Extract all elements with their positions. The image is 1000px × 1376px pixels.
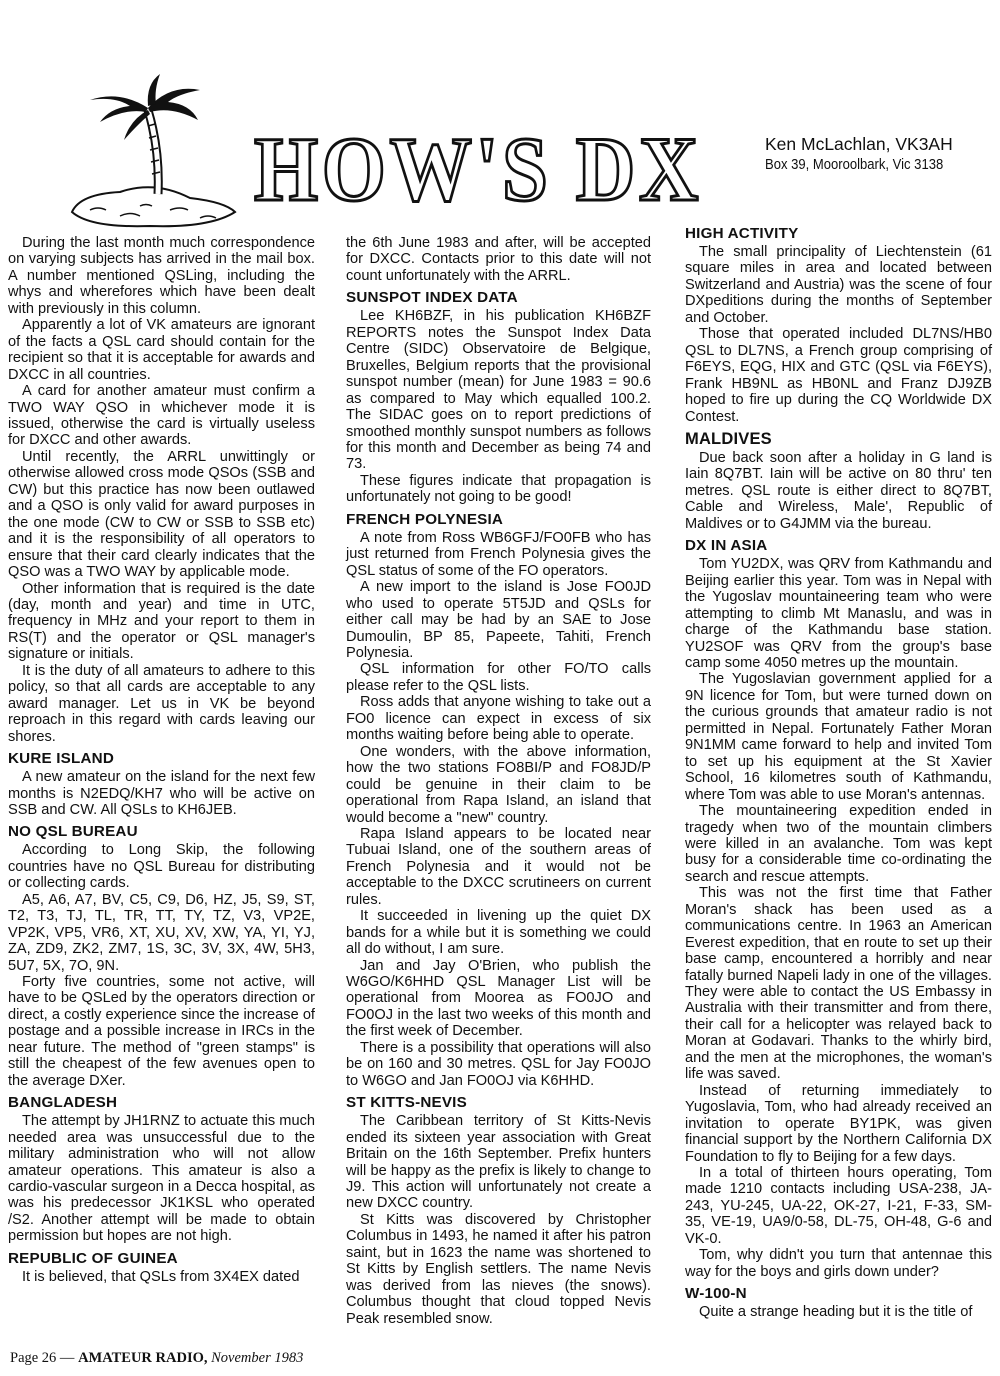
article-column-3 [685,220,992,1321]
paragraph: The small principality of Liechtenstein (61 square miles in area and located between Switzerland and Austria) was the scene of four DXpeditions during the months of September and October. [685,244,992,326]
section-heading: KURE ISLAND [8,750,114,768]
paragraph: A new import to the island is Jose FO0JD who used to operate 5T5JD and QSLs for either call may be had by an SAE to Jose Dumoulin, BP 85, Papeete, Tahiti, French Polynesia. [346,579,651,661]
section-heading: FRENCH POLYNESIA [346,510,504,528]
paragraph: A card for another amateur must confirm a TWO WAY QSO in whichever mode it is issued, otherwise the card is virtually useless for DXCC and other awards. [8,383,315,449]
author-name: Ken McLachlan, VK3AH [765,134,953,154]
magazine-name: AMATEUR RADIO, [78,1350,208,1366]
paragraph: Lee KH6BZF, in his publication KH6BZF REPORTS notes the Sunspot Index Data Centre (SIDC) Observatoire de Belgique, Bruxelles, Belgium reports that the provisional sunspot number (mean) for June 1983 = 90.6 as compared to May which equalled 100.2. The SIDAC goes on to report predictions of smoothed monthly sunspot numbers as follows for this month and December as being 74 and 73. [346,308,651,473]
section-heading: ST KITTS-NEVIS [346,1094,467,1112]
paragraph: Forty five countries, some not active, will have to be QSLed by the operators direction or direct, a costly experience since the increase of postage and a possible increase in IRCs in the near future. The method of "green stamps" is still the cheapest of the few avenues open to the average DXer. [8,974,315,1089]
paragraph: Until recently, the ARRL unwittingly or otherwise allowed cross mode QSOs (SSB and CW) but this practice has now been outlawed and a QSO is only valid for award purposes in the one mode (CW to CW or SSB to SSB etc) and it is the responsibility of all operators to ensure that their card clearly indicates that the QSO was a TWO WAY by applicable mode. [8,448,315,581]
author-address: Box 39, Mooroolbark, Vic 3138 [765,157,944,173]
paragraph: Other information that is required is the date (day, month and year) and time in UTC, frequency in MHz and your report to them in RS(T) and the operator or QSL manager's signature or initials. [8,580,315,663]
article-column-2 [346,235,651,1327]
paragraph: In a total of thirteen hours operating, Tom made 1210 contacts including USA-238, JA-243, YU-245, UA-22, OK-27, I-21, F-33, SM-35, VE-19, UA9/0-58, DL-75, OH-48, G-6 and VK-0. [685,1165,992,1247]
paragraph: During the last month much correspondence on varying subjects has arrived in the mail box. A number mentioned QSLing, including the whys and wherefores which have been dealt with previously in this column. [8,235,315,317]
paragraph: The mountaineering expedition ended in tragedy when two of the mountain climbers were killed in an avalanche. Tom was kept busy for a considerable time co-ordinating the search and rescue attempts. [685,803,992,885]
paragraph: Due back soon after a holiday in G land is Iain 8Q7BT. Iain will be active on 80 thru' ten metres. QSL route is either direct to 8Q7BT, Cable and Wireless, Male', Republic of Maldives or to G4JMM via the bureau. [685,449,992,532]
paragraph: These figures indicate that propagation is unfortunately not going to be good! [346,472,651,506]
paragraph: It is believed, that QSLs from 3X4EX dated [22,1268,300,1285]
paragraph: St Kitts was discovered by Christopher Columbus in 1493, he named it after his patron saint, but in 1623 the name was shortened to St Kitts by English settlers. The name Nevis was derived from las nieves (the snows). Columbus thought that cloud topped Nevis Peak resembled snow. [346,1211,651,1327]
paragraph: The Yugoslavian government applied for a 9N licence for Tom, but were turned down on the curious grounds that amateur radio is not permitted in Nepal. Fortunately Father Moran 9N1MM came forward to help and invited Tom to set up his equipment at the St Xavier School, 16 kilometres south of Kathmandu, where Tom was able to use Moran's antennas. [685,671,992,803]
paragraph: Apparently a lot of VK amateurs are ignorant of the facts a QSL card should contain for the recipient so that it is acceptable for awards and DXCC in all countries. [8,317,315,383]
paragraph: The Caribbean territory of St Kitts-Nevis ended its sixteen year association with Great Britain on the 16th September. Prefix hunters will be happy as the prefix is likely to change to J9. This action will unfortunately not create a new DXCC country. [346,1113,651,1212]
paragraph: Quite a strange heading but it is the title of [699,1304,973,1321]
section-heading: HIGH ACTIVITY [685,225,799,242]
paragraph: the 6th June 1983 and after, will be accepted for DXCC. Contacts prior to this date will not count unfortunately with the ARRL. [346,235,651,284]
paragraph: The attempt by JH1RNZ to actuate this much needed area was unsuccessful due to the military administration who will not allow amateur operations. This amateur is also a cardio-vascular surgeon in a Decca hospital, as was his predecessor JK1KSL who operated /S2. Another attempt will be made to obtain permission but hopes are not high. [8,1113,315,1245]
paragraph: Rapa Island appears to be located near Tubuai Island, one of the southern areas of French Polynesia and it would not be acceptable to the DXCC scrutineers on current rules. [346,825,651,908]
svg-text:HOW'S DX: HOW'S DX [254,118,702,220]
section-heading: W-100-N [685,1285,747,1303]
section-heading: REPUBLIC OF GUINEA [8,1249,178,1267]
issue-date: November 1983 [211,1350,304,1366]
paragraph: Jan and Jay O'Brien, who publish the W6GO/K6HHD QSL Manager List will be operational from Moorea as FO0JO and FO0OJ in the last two weeks of this month and the first week of December. [346,957,651,1040]
page-title [248,118,708,220]
section-heading: NO QSL BUREAU [8,823,138,841]
paragraph: Tom YU2DX, was QRV from Kathmandu and Beijing earlier this year. Tom was in Nepal with the Yugoslav mountaineering team who were attempting to climb Mt Manaslu, and was in charge of the Kathmandu base station. YU2SOF was QRV from the group's base camp some 4050 metres up the mountain. [685,556,992,671]
paragraph: There is a possibility that operations will also be on 160 and 30 metres. QSL for Jay FO0JO to W6GO and Jan FO0OJ via K6HHD. [346,1039,651,1089]
article-column-1 [8,235,315,1285]
section-heading: SUNSPOT INDEX DATA [346,289,518,307]
paragraph: One wonders, with the above information, how the two stations FO8BI/P and FO8JD/P could be genuine in their claim to be operational from Rapa Island, an island that would become a "new" country. [346,743,651,826]
author-byline [765,133,995,175]
paragraph: Tom, why didn't you turn that antennae this way for the boys and girls down under? [685,1247,992,1280]
paragraph: Instead of returning immediately to Yugoslavia, Tom, who had already received an invitation to operate BY1PK, was given financial support by the Northern California DX Foundation to fly to Beijing for a few days. [685,1082,992,1165]
paragraph: QSL information for other FO/TO calls please refer to the QSL lists. [346,661,651,694]
page-footer [10,1350,303,1367]
paragraph: A new amateur on the island for the next few months is N2EDQ/KH7 who will be active on SSB and CW. All QSLs to KH6JEB. [8,769,315,818]
paragraph: It succeeded in livening up the quiet DX bands for a while but it is something we could all do without, I am sure. [346,908,651,958]
paragraph: It is the duty of all amateurs to adhere to this policy, so that all cards are acceptable to any award manager. Let us in VK be beyond reproach in this regard with cards leaving our shores. [8,662,315,745]
paragraph: A5, A6, A7, BV, C5, C9, D6, HZ, J5, S9, ST, T2, T3, TJ, TL, TR, TT, TY, TZ, V3, VP2E, VP2K, VP5, VR6, XT, XU, XV, XW, YA, YI, YJ, ZA, ZD9, ZK2, ZM7, 1S, 3C, 3V, 3X, 4W, 5H3, 5U7, 5X, 7O, 9N. [8,891,315,974]
page-number: Page 26 — [10,1350,75,1366]
section-heading: MALDIVES [685,429,772,448]
section-heading: BANGLADESH [8,1094,118,1112]
paragraph: This was not the first time that Father Moran's shack has been used as a communications centre. In 1963 an American Everest expedition, that en route to set up their base camp, encountered a horribly and near fatally burned Napeli lady in one of the villages. They were able to contact the US Embassy in Australia with their transmitter and from there, their call for a helicopter was relayed back to Moran at Godavari. Thanks to the whirly bird, and the men at the microphones, the woman's life was saved. [685,885,992,1083]
paragraph: A note from Ross WB6GFJ/FO0FB who has just returned from French Polynesia gives the QSL status of some of the FO operators. [346,529,651,579]
section-heading: DX IN ASIA [685,537,768,555]
paragraph: Ross adds that anyone wishing to take out a FO0 licence can expect in excess of six months waiting before being able to operate. [346,694,651,744]
paragraph: According to Long Skip, the following countries have no QSL Bureau for distributing or collecting cards. [8,842,315,892]
paragraph: Those that operated included DL7NS/HB0 QSL to DL7NS, a French group comprising of F6EYS, EQG, HIX and GTC (QSL via F6EYS), Frank HB9NL as HB0NL and Franz DJ9ZB hoped to fire up during the CQ Worldwide DX Contest. [685,326,992,425]
